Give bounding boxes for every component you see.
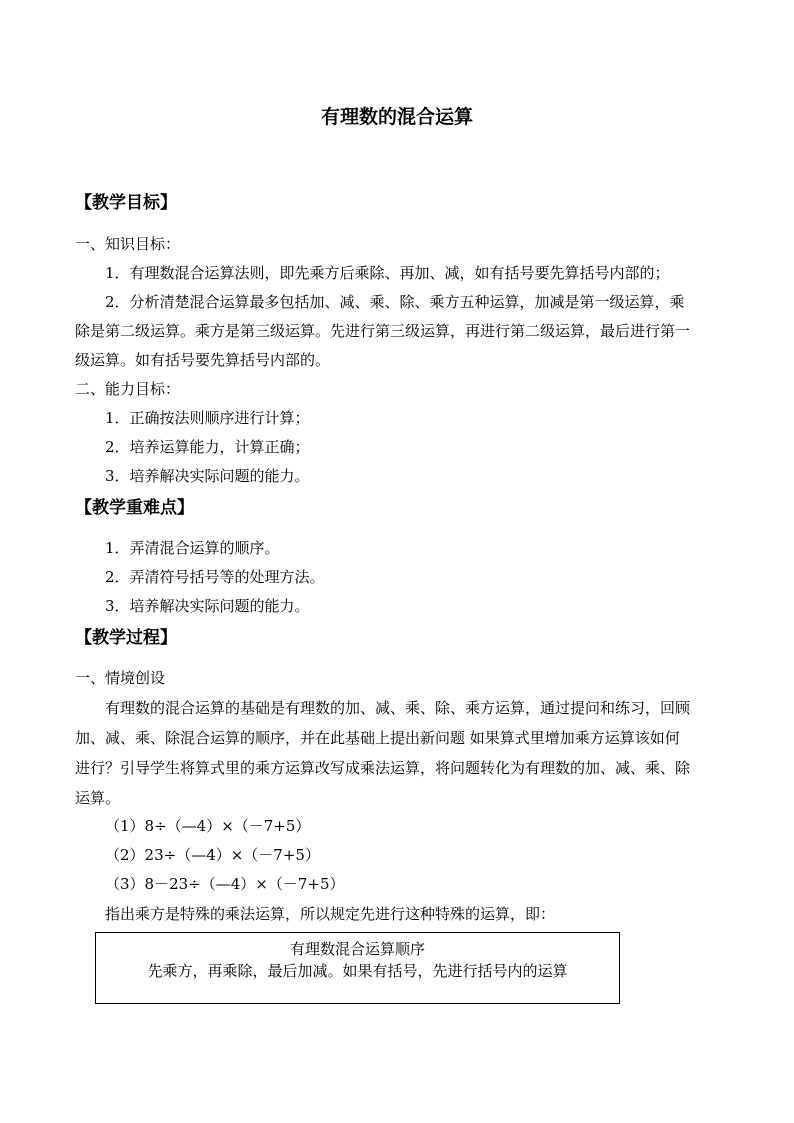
section-heading-goals: 【教学目标】 <box>75 193 177 213</box>
rule-box-title: 有理数混合运算顺序 <box>289 940 425 958</box>
conclusion-line: 指出乘方是特殊的乘法运算，所以规定先进行这种特殊的运算，即： <box>105 905 556 923</box>
knowledge-item-2-line-1: 2．分析清楚混合运算最多包括加、减、乘、除、乘方五种运算，加减是第一级运算，乘 <box>105 293 685 311</box>
paragraph-line-3: 进行？引导学生将算式里的乘方运算改写成乘法运算，将问题转化为有理数的加、减、乘、除 <box>75 759 691 777</box>
key-point-2: 2．弄清符号括号等的处理方法。 <box>105 568 325 586</box>
ability-item-2: 2．培养运算能力，计算正确； <box>105 438 310 456</box>
rule-box-text: 先乘方，再乘除，最后加减。如果有括号，先进行括号内的运算 <box>147 962 568 980</box>
ability-item-1: 1．正确按法则顺序进行计算； <box>105 409 310 427</box>
section-heading-process: 【教学过程】 <box>75 628 177 648</box>
example-3: （3）8－23÷（—4）×（－7+5） <box>105 875 345 893</box>
subheading-ability: 二、能力目标： <box>75 380 181 398</box>
subheading-knowledge: 一、知识目标： <box>75 235 181 253</box>
page-title: 有理数的混合运算 <box>320 106 473 128</box>
paragraph-line-2: 加、减、乘、除混合运算的顺序，并在此基础上提出新问题 如果算式里增加乘方运算该如何 <box>75 729 680 747</box>
paragraph-line-4: 运算。 <box>75 789 121 807</box>
subheading-scenario: 一、情境创设 <box>75 669 166 687</box>
example-1: （1）8÷（—4）×（－7+5） <box>105 817 311 835</box>
example-2: （2）23÷（—4）×（－7+5） <box>105 846 320 864</box>
rule-box <box>95 932 620 1004</box>
knowledge-item-2-line-3: 级运算。如有括号要先算括号内部的。 <box>75 351 331 369</box>
key-point-3: 3．培养解决实际问题的能力。 <box>105 597 310 615</box>
key-point-1: 1．弄清混合运算的顺序。 <box>105 539 280 557</box>
knowledge-item-1: 1．有理数混合运算法则，即先乘方后乘除、再加、减，如有括号要先算括号内部的； <box>105 264 670 282</box>
paragraph-line-1: 有理数的混合运算的基础是有理数的加、减、乘、除、乘方运算，通过提问和练习，回顾 <box>105 699 691 717</box>
section-heading-key-points: 【教学重难点】 <box>75 498 194 518</box>
ability-item-3: 3．培养解决实际问题的能力。 <box>105 467 310 485</box>
knowledge-item-2-line-2: 除是第二级运算。乘方是第三级运算。先进行第三级运算，再进行第二级运算，最后进行第一 <box>75 322 691 340</box>
